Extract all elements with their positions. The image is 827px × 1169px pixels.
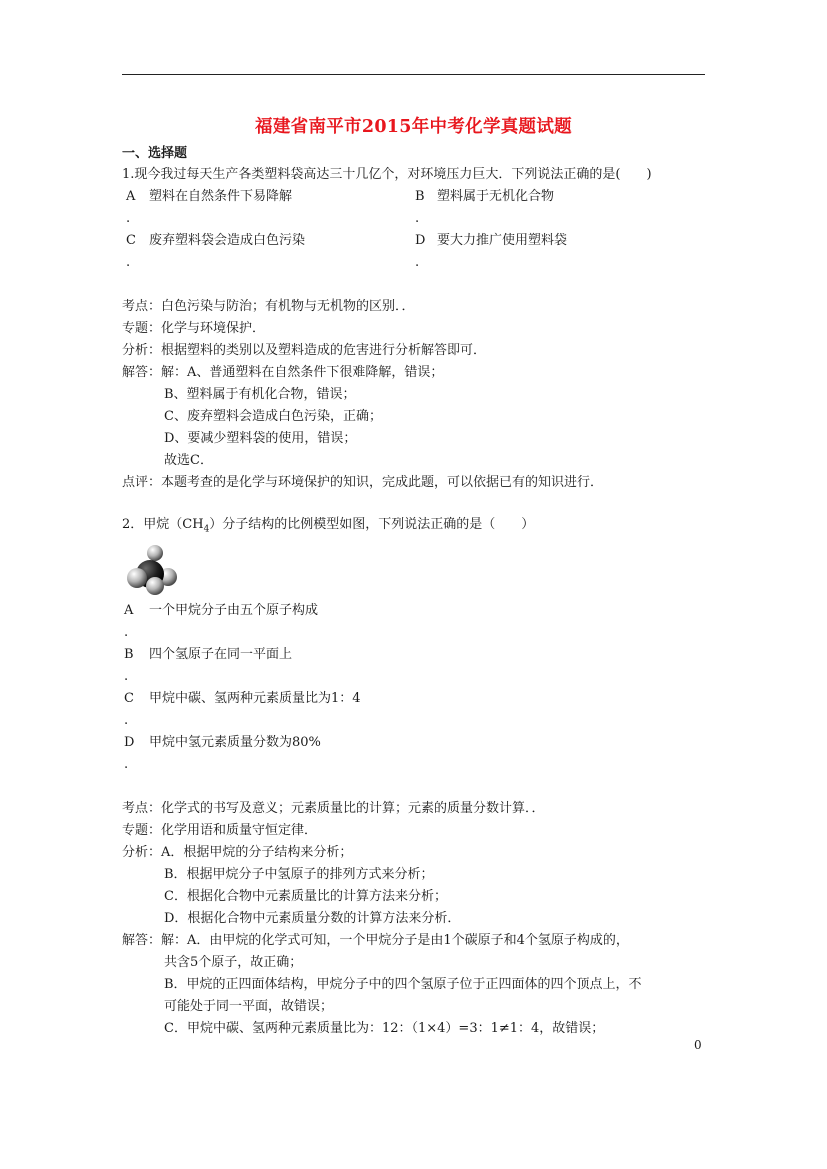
q2-jieda-line: C．甲烷中碳、氢两种元素质量比为：12：（1×4）=3：1≠1：4，故错误； (164, 1021, 605, 1036)
q1-option-d-dot: . (415, 255, 420, 270)
q2-stem-after: ）分子结构的比例模型如图，下列说法正确的是（ ） (209, 517, 535, 532)
q1-stem: 1.现今我过每天生产各类塑料袋高达三十几亿个，对环境压力巨大．下列说法正确的是( ) (122, 167, 652, 182)
q1-jieda-line: D、要减少塑料袋的使用，错误； (164, 431, 357, 446)
q2-fenxi: 分析：A．根据甲烷的分子结构来分析； (122, 845, 353, 860)
q2-fenxi-line: B．根据甲烷分子中氢原子的排列方式来分析； (164, 867, 434, 882)
q2-option-d-dot: . (124, 757, 129, 772)
q2-option-a-dot: . (124, 625, 129, 640)
q2-jieda: 解答：解：A．由甲烷的化学式可知，一个甲烷分子是由1个碳原子和4个氢原子构成的， (122, 933, 629, 948)
q2-option-b-letter: B (124, 647, 134, 662)
q2-option-d-text: 甲烷中氢元素质量分数为80% (149, 735, 321, 750)
q2-option-d-letter: D (124, 735, 135, 750)
q1-option-a-dot: . (126, 211, 131, 226)
q2-option-c-text: 甲烷中碳、氢两种元素质量比为1：4 (149, 691, 361, 706)
hydrogen-atom (127, 568, 147, 588)
q2-option-b-dot: . (124, 669, 129, 684)
q2-fenxi-line: C．根据化合物中元素质量比的计算方法来分析； (164, 889, 447, 904)
q1-option-c-letter: C (126, 233, 136, 248)
q2-jieda-line: 可能处于同一平面，故错误； (164, 999, 334, 1014)
q2-option-a-text: 一个甲烷分子由五个原子构成 (149, 603, 319, 618)
q1-option-a-text: 塑料在自然条件下易降解 (149, 189, 293, 204)
q1-zhuanti: 专题：化学与环境保护． (122, 321, 266, 336)
q2-jieda-line: B．甲烷的正四面体结构，甲烷分子中的四个氢原子位于正四面体的四个顶点上，不 (164, 977, 642, 992)
q1-dianping: 点评：本题考查的是化学与环境保护的知识，完成此题，可以依据已有的知识进行． (122, 475, 604, 490)
hydrogen-atom (146, 577, 164, 595)
q2-stem-before: 2．甲烷（CH (122, 517, 204, 532)
q1-option-c-dot: . (126, 255, 131, 270)
methane-molecule-model (126, 544, 182, 596)
q1-option-b-letter: B (415, 189, 425, 204)
q1-option-a-letter: A (126, 189, 136, 204)
q2-option-a-letter: A (124, 603, 134, 618)
q2-kaodian: 考点：化学式的书写及意义；元素质量比的计算；元素的质量分数计算．． (122, 801, 545, 816)
q2-option-c-letter: C (124, 691, 134, 706)
q1-kaodian: 考点：白色污染与防治；有机物与无机物的区别．． (122, 299, 415, 314)
q1-option-b-dot: . (415, 211, 420, 226)
q1-option-d-letter: D (415, 233, 426, 248)
q2-option-b-text: 四个氢原子在同一平面上 (149, 647, 293, 662)
q1-option-b-text: 塑料属于无机化合物 (437, 189, 555, 204)
q1-jieda-line: C、废弃塑料会造成白色污染，正确； (164, 409, 382, 424)
page-number: 0 (694, 1038, 702, 1052)
q2-zhuanti: 专题：化学用语和质量守恒定律． (122, 823, 318, 838)
q2-stem-subscript: 4 (203, 524, 210, 535)
q2-stem (122, 516, 534, 539)
q1-jieda-line: 故选C． (164, 453, 213, 468)
section-heading: 一、选择题 (122, 146, 188, 161)
q2-fenxi-line: D．根据化合物中元素质量分数的计算方法来分析． (164, 911, 461, 926)
hydrogen-atom (147, 545, 163, 561)
q2-option-c-dot: . (124, 713, 129, 728)
q2-jieda-line: 共含5个原子，故正确； (164, 955, 303, 970)
header-rule (122, 74, 705, 75)
q1-option-d-text: 要大力推广使用塑料袋 (437, 233, 568, 248)
q1-fenxi: 分析：根据塑料的类别以及塑料造成的危害进行分析解答即可． (122, 343, 487, 358)
q1-option-c-text: 废弃塑料袋会造成白色污染 (149, 233, 306, 248)
q1-jieda: 解答：解：A、普通塑料在自然条件下很难降解，错误； (122, 365, 444, 380)
q1-jieda-line: B、塑料属于有机化合物，错误； (164, 387, 356, 402)
page-title: 福建省南平市2015年中考化学真题试题 (255, 117, 572, 137)
